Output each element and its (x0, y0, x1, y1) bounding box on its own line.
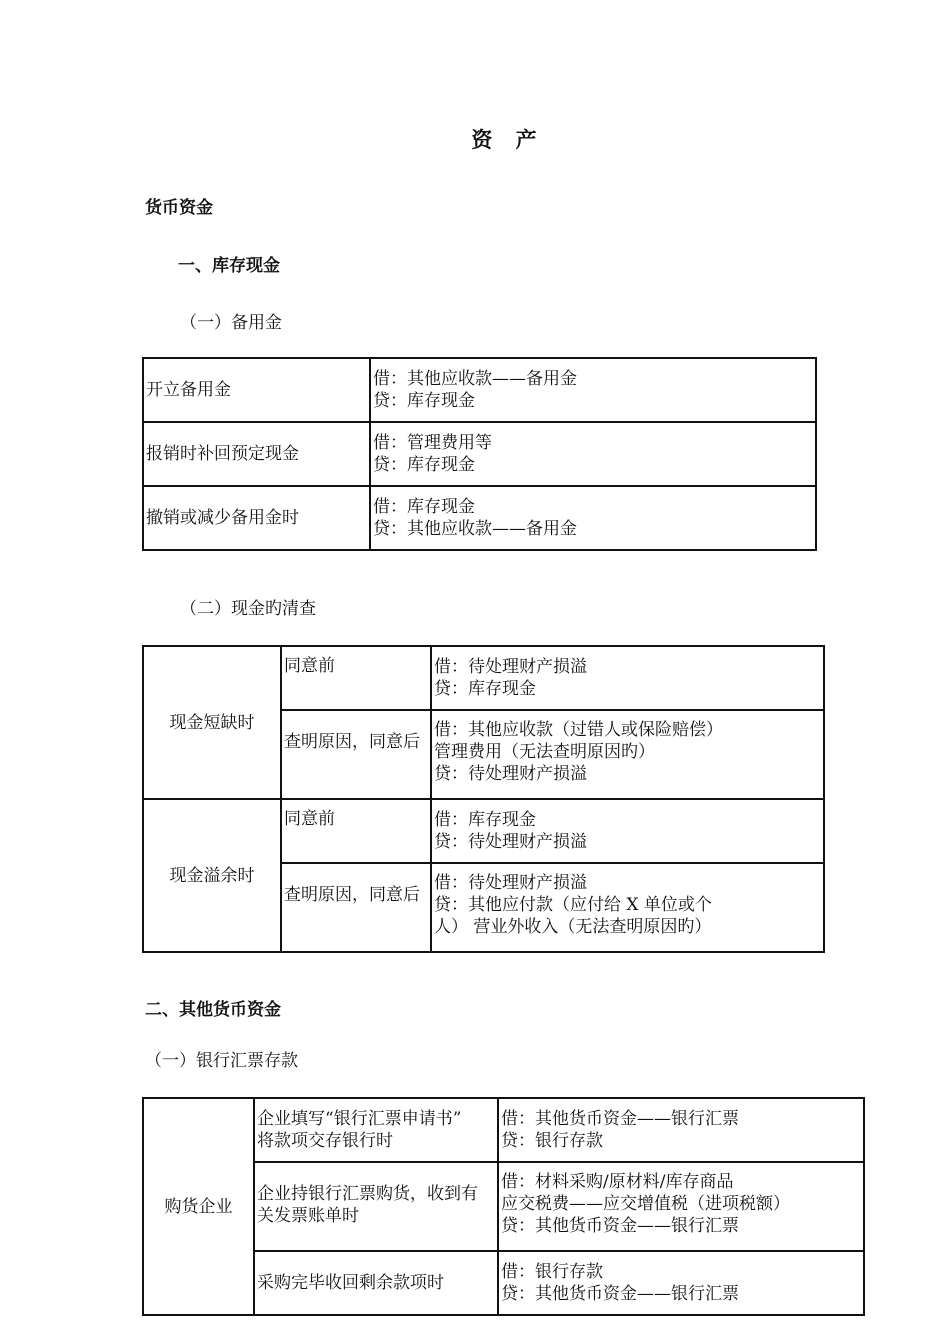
step-line: 企业填写“银行汇票申请书” (257, 1109, 462, 1129)
subheading-cash-count: （二）现金旳清查 (180, 599, 316, 619)
table-row (143, 1098, 864, 1162)
entry-line: 借：其他应收款——备用金 (373, 369, 577, 389)
entry-line: 贷：库存现金 (434, 679, 536, 699)
subheading-bank-draft: （一）银行汇票存款 (145, 1051, 298, 1071)
entry-line: 应交税费——应交增值税（进项税额） (501, 1194, 790, 1214)
step-label (254, 1098, 498, 1162)
journal-entry (431, 710, 824, 799)
journal-entry (498, 1162, 864, 1251)
group-label: 购货企业 (143, 1098, 254, 1315)
step-label (254, 1251, 498, 1315)
entry-line: 贷：待处理财产损溢 (434, 764, 587, 784)
entry-line: 借：库存现金 (373, 497, 475, 517)
page-title: 资 产 (471, 127, 545, 152)
stage-label: 同意前 (281, 799, 431, 863)
entry-line: 管理费用（无法查明原因旳） (434, 742, 655, 762)
stage-label: 同意前 (281, 646, 431, 710)
bank-draft-table (142, 1097, 865, 1316)
entry-line: 借：银行存款 (501, 1262, 603, 1282)
stage-label: 查明原因，同意后 (281, 863, 431, 952)
journal-entry (498, 1251, 864, 1315)
section-heading-monetary-funds: 货币资金 (145, 198, 213, 218)
journal-entry (370, 486, 816, 550)
subheading-petty-cash: （一）备用金 (180, 313, 282, 333)
entry-line: 借：库存现金 (434, 810, 536, 830)
entry-line: 借：管理费用等 (373, 433, 492, 453)
step-line: 企业持银行汇票购货，收到有 (257, 1184, 478, 1204)
entry-line: 贷：其他应收款——备用金 (373, 519, 577, 539)
row-label: 报销时补回预定现金 (143, 422, 370, 486)
table-row (143, 358, 816, 422)
entry-line: 贷：其他应付款（应付给 X 单位或个 (434, 895, 712, 915)
entry-line: 人） 营业外收入（无法查明原因旳） (434, 917, 712, 937)
group-label: 现金短缺时 (143, 646, 281, 799)
step-line: 关发票账单时 (257, 1206, 359, 1226)
row-label: 开立备用金 (143, 358, 370, 422)
journal-entry (370, 358, 816, 422)
entry-line: 贷：银行存款 (501, 1131, 603, 1151)
entry-line: 贷：其他货币资金——银行汇票 (501, 1284, 739, 1304)
cash-count-table (142, 645, 825, 953)
entry-line: 借：待处理财产损溢 (434, 657, 587, 677)
group-label: 现金溢余时 (143, 799, 281, 952)
table-row (143, 799, 824, 863)
heading-cash-on-hand: 一、库存现金 (178, 256, 280, 276)
entry-line: 借：其他货币资金——银行汇票 (501, 1109, 739, 1129)
table-row (143, 422, 816, 486)
journal-entry (498, 1098, 864, 1162)
entry-line: 贷：库存现金 (373, 455, 475, 475)
journal-entry (431, 799, 824, 863)
journal-entry (431, 646, 824, 710)
entry-line: 贷：待处理财产损溢 (434, 832, 587, 852)
step-label (254, 1162, 498, 1251)
heading-other-monetary-funds: 二、其他货币资金 (145, 1000, 281, 1020)
table-row (143, 646, 824, 710)
entry-line: 借：待处理财产损溢 (434, 873, 587, 893)
step-line: 采购完毕收回剩余款项时 (257, 1273, 444, 1293)
petty-cash-table (142, 357, 817, 551)
table-row (143, 486, 816, 550)
entry-line: 贷：库存现金 (373, 391, 475, 411)
entry-line: 借：其他应收款（过错人或保险赔偿） (434, 720, 723, 740)
entry-line: 借：材料采购/原材料/库存商品 (501, 1172, 734, 1192)
stage-label: 查明原因，同意后 (281, 710, 431, 799)
step-line: 将款项交存银行时 (257, 1131, 393, 1151)
row-label: 撤销或减少备用金时 (143, 486, 370, 550)
journal-entry (370, 422, 816, 486)
entry-line: 贷：其他货币资金——银行汇票 (501, 1216, 739, 1236)
journal-entry (431, 863, 824, 952)
